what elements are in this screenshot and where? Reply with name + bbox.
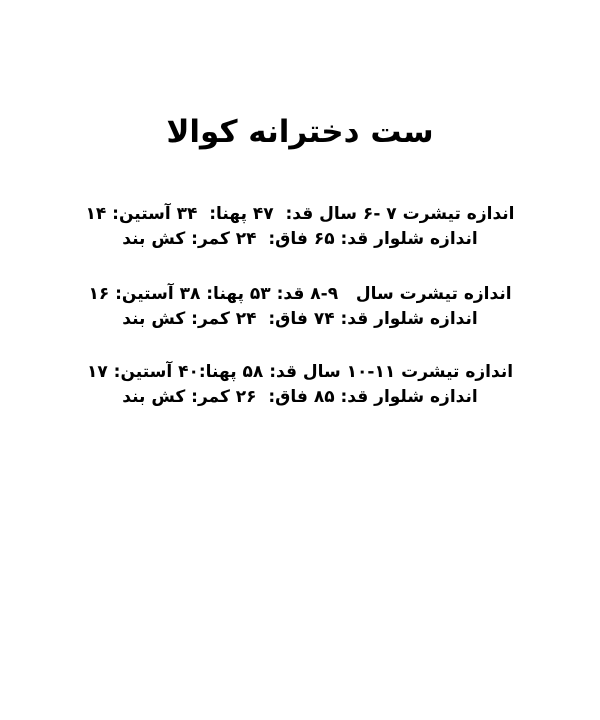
pants-size-line: اندازه شلوار قد: ۸۵ فاق: ۲۶ کمر: کش بند — [122, 387, 478, 407]
size-block-age-10-11 — [0, 360, 600, 410]
shirt-size-line: اندازه تیشرت ۱۱-۱۰ سال قد: ۵۸ پهنا:۴۰ آستین: ۱۷ — [86, 362, 514, 382]
page-title: ست دخترانه کوالا — [166, 114, 434, 150]
shirt-size-line: اندازه تیشرت ۷ -۶ سال قد: ۴۷ پهنا: ۳۴ آستین: ۱۴ — [85, 204, 515, 224]
shirt-size-line: اندازه تیشرت سال ۹-۸ قد: ۵۳ پهنا: ۳۸ آستین: ۱۶ — [88, 284, 512, 304]
pants-size-line: اندازه شلوار قد: ۶۵ فاق: ۲۴ کمر: کش بند — [122, 229, 478, 249]
size-block-age-8-9 — [0, 282, 600, 332]
pants-size-line: اندازه شلوار قد: ۷۴ فاق: ۲۴ کمر: کش بند — [122, 309, 478, 329]
size-block-age-6-7 — [0, 202, 600, 252]
